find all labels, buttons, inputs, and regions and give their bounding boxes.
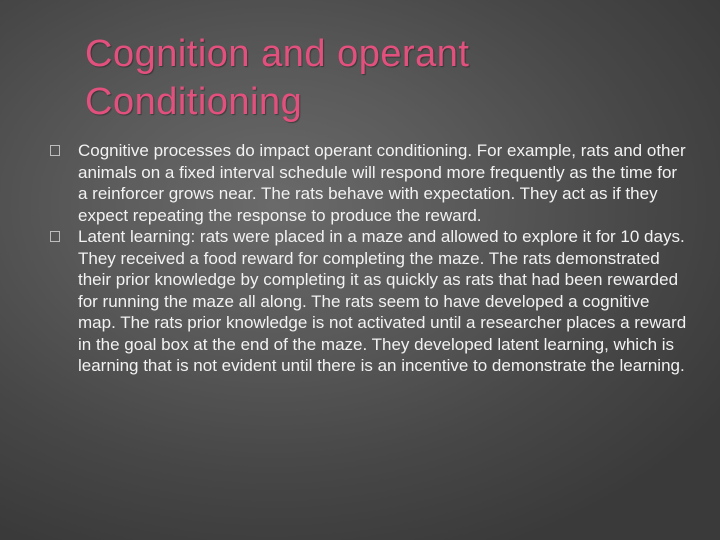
bullet-item-latent-learning [50, 226, 690, 377]
slide-title-line-1: Cognition and operant [85, 33, 470, 75]
bullet-text: Latent learning: rats were placed in a maze and allowed to explore it for 10 days. They received a food reward for completing the maze. The rats demonstrated their prior knowledge by completing it as quickly as rats that had been rewarded for running the maze all along. The rats seem to have developed a cognitive map. The rats prior knowledge is not activated until a researcher places a reward in the goal box at the end of the maze. They developed latent learning, which is learning that is not evident until there is an incentive to demonstrate the learning. [78, 227, 687, 375]
bullet-item-cognitive-processes [50, 140, 690, 226]
slide-title [85, 30, 645, 126]
bullet-list [50, 140, 690, 377]
bullet-text: Cognitive processes do impact operant conditioning. For example, rats and other animals on a fixed interval schedule will respond more frequently as the time for a reinforcer grows near. The rats behave with expectation. They act as if they expect repeating the response to produce the reward. [78, 141, 686, 225]
slide-title-line-2: Conditioning [85, 81, 303, 123]
bullet-square-icon [50, 145, 60, 156]
bullet-square-icon [50, 231, 60, 242]
